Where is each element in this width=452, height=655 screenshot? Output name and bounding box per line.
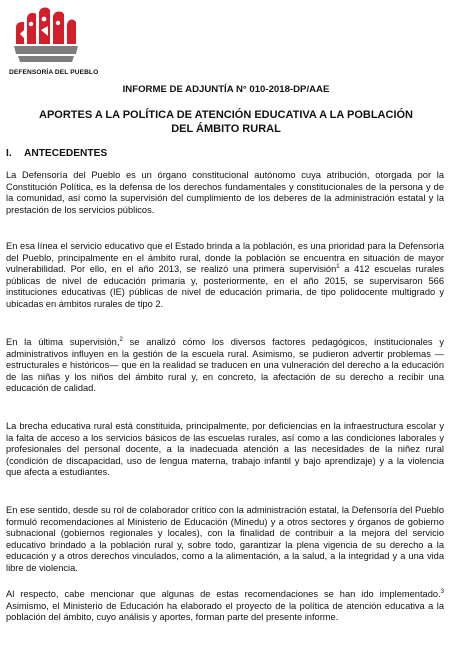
paragraph-3-text-a: En la última supervisión, (6, 337, 120, 347)
defensoria-logo (8, 4, 98, 76)
footnote-ref-2[interactable]: 2 (119, 336, 123, 343)
section-title: ANTECEDENTES (24, 148, 108, 159)
logo-label: DEFENSORÍA DEL PUEBLO (9, 69, 99, 76)
paragraph-1: La Defensoría del Pueblo es un órgano constitucional autónomo cuya atribución, otorgada por la Constitución Política, es la defensa de los derechos fundamentales y constitucionales de la persona y de la comunidad, así como la supervisión del cumplimiento de los deberes de la administración estatal y la prestación de los servicios públicos. (6, 170, 444, 215)
paragraph-2-text-a: En esa línea el servicio educativo que el Estado brinda a la población, es una prioridad para la Defensoría del Pueblo, principalmente en el ámbito rural, donde la población se encuentra en situación de mayor vulnerabilidad. Por ello, en el año 2013, se realizó una primera supervisión (6, 241, 444, 275)
section-number: I. (6, 148, 12, 159)
defensoria-emblem-icon (10, 4, 82, 66)
section-heading (6, 148, 107, 159)
document-title: APORTES A LA POLÍTICA DE ATENCIÓN EDUCATIVA A LA POBLACIÓN DEL ÁMBITO RURAL (39, 109, 413, 135)
paragraph-2-text-b: a 412 escuelas rurales públicas de nivel de educación primaria y, posteriormente, en el año 2015, se supervisaron 566 instituciones educativas (IE) públicas de nivel de educación primaria, de tipo polidocente multigrado y ubicadas en ámbitos rurales de tipo 2. (6, 264, 445, 309)
paragraph-3-text-b: se analizó cómo los diversos factores pedagógicos, institucionales y administrativos influyen en la gestión de la escuela rural. Asimismo, se pudieron advertir problemas —estructurales e históricos— que en la realidad se traducen en una vulneración del derecho a la educación de las niñas y los niños del ámbito rural y, en concreto, la afectación de su derecho a recibir una educación de calidad. (6, 337, 445, 394)
footnote-ref-3[interactable]: 3 (440, 588, 444, 595)
paragraph-6 (6, 589, 444, 624)
paragraph-5: En ese sentido, desde su rol de colaborador crítico con la administración estatal, la Defensoría del Pueblo formuló recomendaciones al Ministerio de Educación (Minedu) y a otros sectores y órganos de gobierno subnacional (gobiernos regionales y locales), con la finalidad de contribuir a la mejora del servicio educativo brindado a la población rural y, sobre todo, garantizar la plena vigencia de su derecho a la educación y a otros derechos vinculados, como a la alimentación, a la salud, a la integridad y a una vida libre de violencia. (6, 505, 444, 573)
footnote-ref-1[interactable]: 1 (336, 264, 340, 271)
paragraph-4: La brecha educativa rural está constituida, principalmente, por deficiencias en la infraestructura escolar y la falta de acceso a los servicios básicos de las escuelas rurales, así como a las condiciones laborales y profesionales del personal docente, a la inadecuada atención a las necesidades de la niñez rural (condición de discapacidad, uso de lengua materna, trabajo infantil y bajo aprendizaje) y a la violencia que afecta a estudiantes. (6, 421, 444, 478)
report-number: INFORME DE ADJUNTÍA N° 010-2018-DP/AAE (122, 84, 330, 95)
paragraph-2 (6, 241, 444, 311)
paragraph-3 (6, 337, 444, 395)
paragraph-6-text-b: Asimismo, el Ministerio de Educación ha elaborado el proyecto de la política de atención educativa a la población del ámbito, cuyo análisis y aportes, forman parte del presente informe. (6, 600, 444, 623)
paragraph-6-text-a: Al respecto, cabe mencionar que algunas de estas recomendaciones se han ido implementado. (6, 589, 441, 599)
